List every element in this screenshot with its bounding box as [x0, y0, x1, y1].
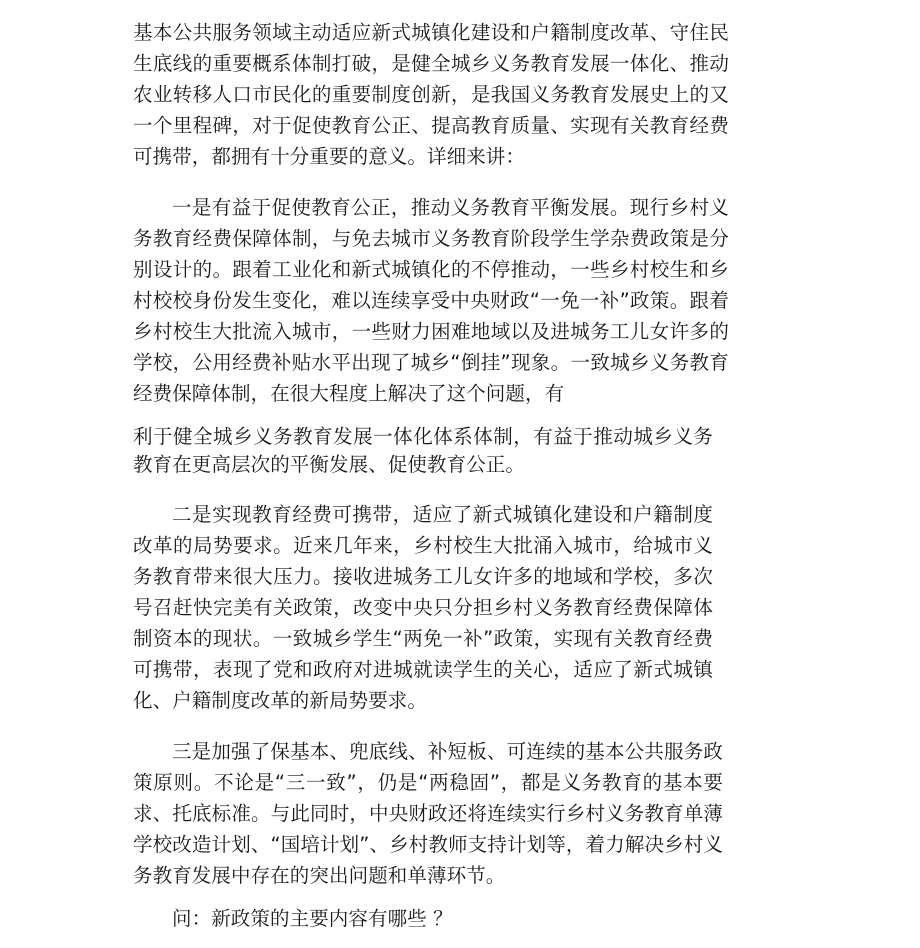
paragraph-intro: 基本公共服务领域主动适应新式城镇化建设和户籍制度改革、守住民生底线的重要概系体制打破，是健全城乡义务教育发展一体化、推动农业转移人口市民化的重要制度创新，是我国义务教育发展史上的又一个里程碑，对于促使教育公正、提高教育质量、实现有关教育经费可携带，都拥有十分重要的意义。详细来讲： — [133, 21, 729, 168]
paragraph-point-two: 二是实现教育经费可携带，适应了新式城镇化建设和户籍制度改革的局势要求。近来几年来，乡村校生大批涌入城市，给城市义务教育带来很大压力。接收进城务工儿女许多的地域和学校，多次号召赶快完美有关政策，改变中央只分担乡村义务教育经费保障体制资本的现状。一致城乡学生“两免一补”政策，实现有关教育经费可携带，表现了党和政府对进城就读学生的关心，适应了新式城镇化、户籍制度改革的新局势要求。 — [133, 503, 713, 712]
paragraph-point-one: 一是有益于促使教育公正，推动义务教育平衡发展。现行乡村义务教育经费保障体制，与免去城市义务教育阶段学生学杂费政策是分别设计的。跟着工业化和新式城镇化的不停推动，一些乡村校生和乡村校校身份发生变化，难以连续享受中央财政“一免一补”政策。跟着乡村校生大批流入城市，一些财力困难地域以及进城务工儿女许多的学校，公用经费补贴水平出现了城乡“倒挂”现象。一致城乡义务教育经费保障体制，在很大程度上解决了这个问题，有 — [133, 196, 729, 405]
paragraph-point-one-continued: 利于健全城乡义务教育发展一体化体系体制，有益于推动城乡义务教育在更高层次的平衡发展、促使教育公正。 — [133, 425, 713, 476]
document-body — [133, 17, 729, 934]
question-heading: 问：新政策的主要内容有哪些 ？ — [172, 907, 453, 930]
paragraph-point-three: 三是加强了保基本、兜底线、补短板、可连续的基本公共服务政策原则。不论是“三一致”，仍是“两稳固”，都是义务教育的基本要求、托底标准。与此同时，中央财政还将连续实行乡村义务教育单薄学校改造计划、“国培计划”、乡村教师支持计划等，着力解决乡村义务教育发展中存在的突出问题和单薄环节。 — [133, 740, 723, 887]
